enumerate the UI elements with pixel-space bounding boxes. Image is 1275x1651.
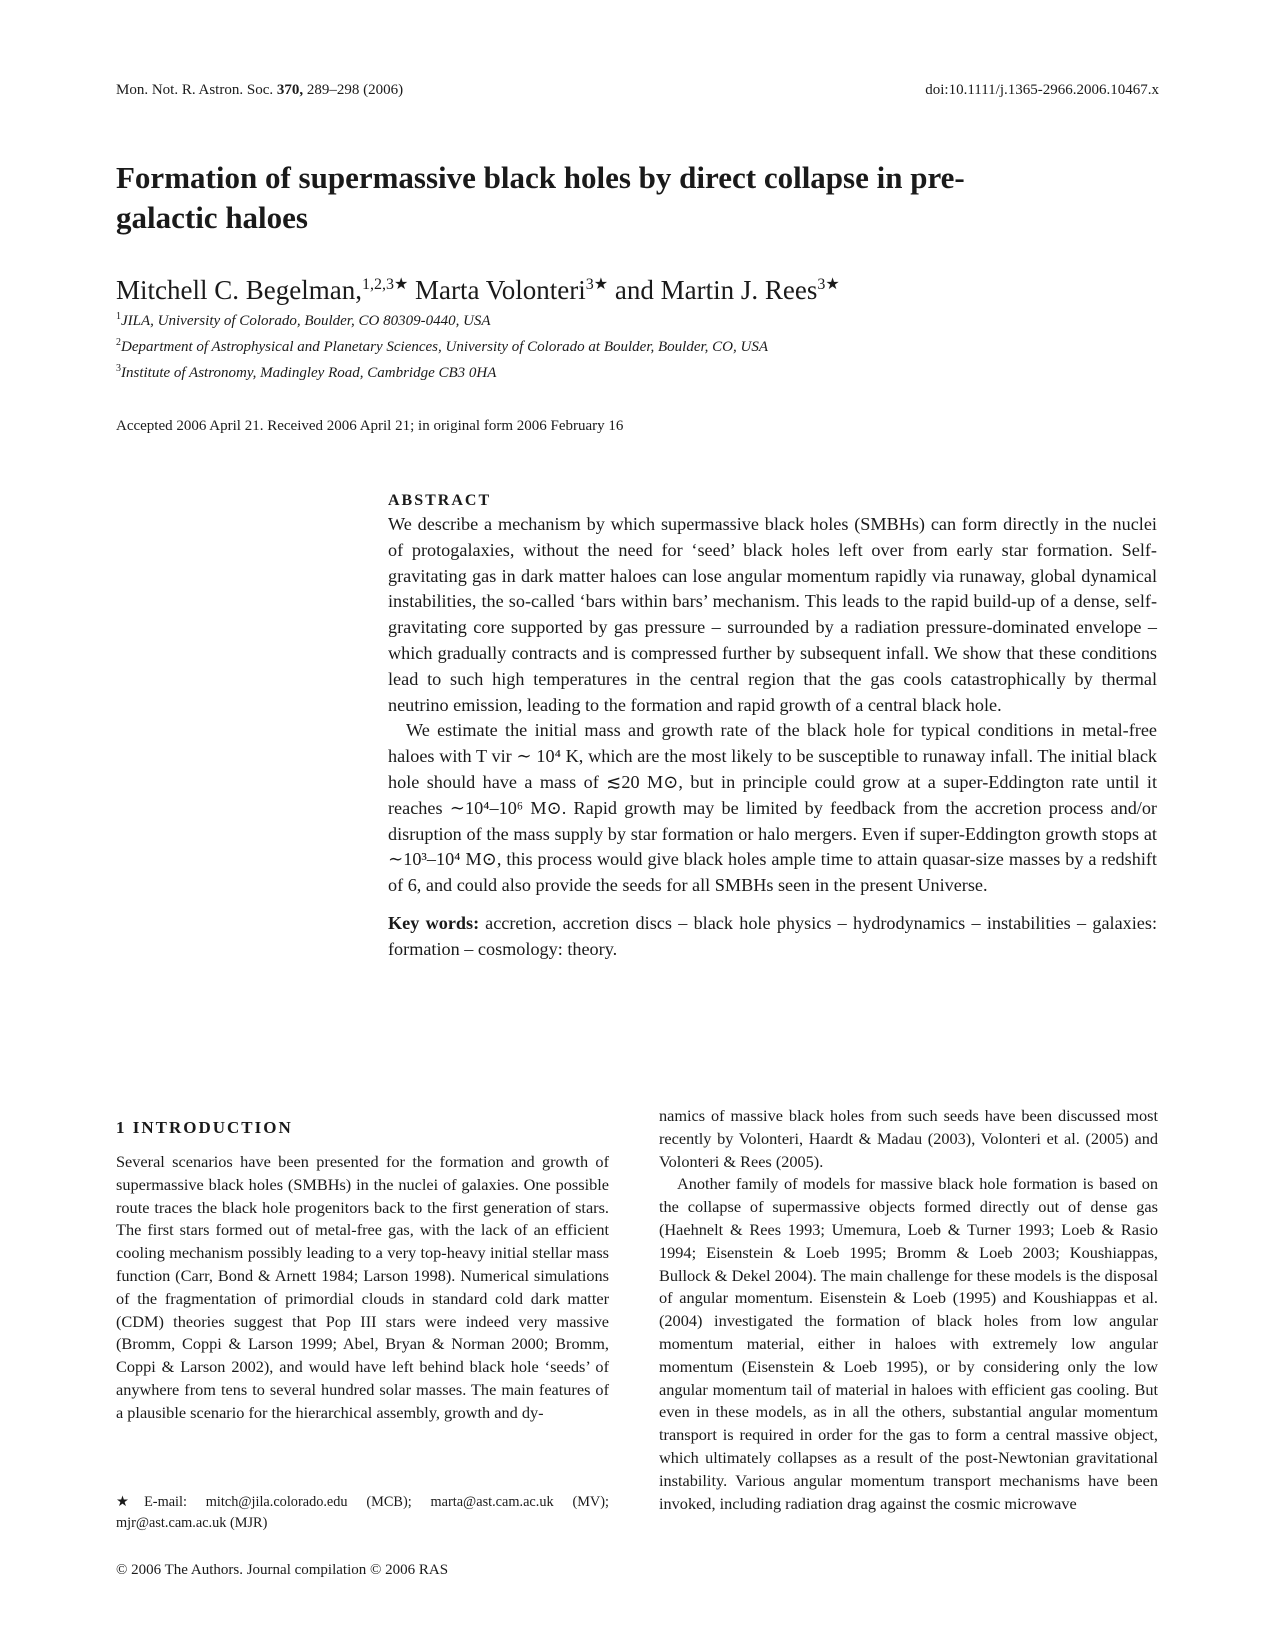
body-column-right: [659, 1105, 1158, 1515]
keywords: [388, 911, 1157, 963]
submission-dates: Accepted 2006 April 21. Received 2006 April 21; in original form 2006 February 16: [116, 418, 624, 434]
running-head: [116, 82, 1159, 99]
volume-number: 370,: [276, 82, 304, 98]
body-paragraph: namics of massive black holes from such seeds have been discussed most recently by Volonteri, Haardt & Madau (2003), Volonteri et al. (2005) and Volonteri & Rees (2005).: [659, 1106, 1158, 1171]
author-affiliation-marker: 3★: [817, 276, 840, 293]
affiliation-list: [116, 306, 768, 384]
author-affiliation-marker: 1,2,3★: [361, 276, 409, 293]
doi[interactable]: doi:10.1111/j.1365-2966.2006.10467.x: [925, 82, 1159, 98]
footnote-email: ★E-mail: mitch@jila.colorado.edu (MCB); marta@ast.cam.ac.uk (MV); mjr@ast.cam.ac.uk (MJR): [116, 1494, 609, 1531]
keywords-label: Key words:: [388, 912, 480, 933]
abstract: [388, 490, 1157, 963]
paper-title: Formation of supermassive black holes by direct collapse in pre-galactic haloes: [116, 160, 965, 235]
section-heading: 1 INTRODUCTION: [116, 1118, 293, 1137]
body-paragraph: Several scenarios have been presented for the formation and growth of supermassive black holes (SMBHs) in the nuclei of galaxies. One possible route traces the black hole progenitors back to the first generation of stars. The first stars formed out of metal-free gas, with the lack of an efficient cooling mechanism possibly leading to a very top-heavy initial stellar mass function (Carr, Bond & Arnett 1984; Larson 1998). Numerical simulations of the fragmentation of primordial clouds in standard cold dark matter (CDM) theories suggest that Pop III stars were indeed very massive (Bromm, Coppi & Larson 1999; Abel, Bryan & Norman 2000; Bromm, Coppi & Larson 2002), and would have left behind black hole ‘seeds’ of anywhere from tens to several hundred solar masses. The main features of a plausible scenario for the hierarchical assembly, growth and dy-: [116, 1152, 609, 1422]
author-affiliation-marker: 3★: [585, 276, 609, 293]
abstract-paragraph: We estimate the initial mass and growth rate of the black hole for typical conditions in metal-free haloes with T vir ∼ 10⁴ K, which are the most likely to be susceptible to runaway infall. The initial black hole should have a mass of ≲20 M⊙, but in principle could grow at a super-Eddington rate until it reaches ∼10⁴–10⁶ M⊙. Rapid growth may be limited by feedback from the accretion process and/or disruption of the mass supply by star formation or halo mergers. Even if super-Eddington growth stops at ∼10³–10⁴ M⊙, this process would give black holes ample time to attain quasar-size masses by a redshift of 6, and could also provide the seeds for all SMBHs seen in the present Universe.: [388, 720, 1157, 896]
copyright-notice: © 2006 The Authors. Journal compilation © 2006 RAS: [116, 1562, 449, 1578]
affiliation: $^1$JILA, University of Colorado, Boulder, CO 80309-0440, USA: [116, 311, 491, 329]
body-column-left: [116, 1116, 609, 1425]
author-list: [116, 268, 840, 307]
journal-citation: Mon. Not. R. Astron. Soc. 370, 289–298 (2006): [116, 82, 404, 98]
author-name: Mitchell C. Begelman,: [116, 275, 362, 305]
abstract-heading: ABSTRACT: [388, 492, 492, 509]
body-paragraph: Another family of models for massive black hole formation is based on the collapse of supermassive objects formed directly out of dense gas (Haehnelt & Rees 1993; Umemura, Loeb & Turner 1993; Loeb & Rasio 1994; Eisenstein & Loeb 1995; Bromm & Loeb 2003; Koushiappas, Bullock & Dekel 2004). The main challenge for these models is the disposal of angular momentum. Eisenstein & Loeb (1995) and Koushiappas et al. (2004) investigated the formation of black holes from low angular momentum material, either in haloes with extremely low angular momentum (Eisenstein & Loeb 1995), or by considering only the low angular momentum tail of material in haloes with efficient gas cooling. But even in these models, as in all the others, substantial angular momentum transport is required in order for the gas to form a central massive object, which ultimately collapses as a result of the post-Newtonian gravitational instability. Various angular momentum transport mechanisms have been invoked, including radiation drag against the cosmic microwave: [659, 1174, 1158, 1513]
author-name: Marta Volonteri: [408, 275, 586, 305]
affiliation: $^2$Department of Astrophysical and Planetary Sciences, University of Colorado at Boulder, Boulder, CO, USA: [116, 337, 769, 355]
keywords-text: accretion, accretion discs – black hole physics – hydrodynamics – instabilities – galaxies: formation – cosmology: theory.: [388, 912, 1157, 959]
affiliation: $^3$Institute of Astronomy, Madingley Road, Cambridge CB3 0HA: [116, 363, 497, 381]
author-name: and Martin J. Rees: [608, 275, 818, 305]
abstract-paragraph: We describe a mechanism by which supermassive black holes (SMBHs) can form directly in the nuclei of protogalaxies, without the need for ‘seed’ black holes left over from early star formation. Self-gravitating gas in dark matter haloes can lose angular momentum rapidly via runaway, global dynamical instabilities, the so-called ‘bars within bars’ mechanism. This leads to the rapid build-up of a dense, self-gravitating core supported by gas pressure – surrounded by a radiation pressure-dominated envelope – which gradually contracts and is compressed further by subsequent infall. We show that these conditions lead to such high temperatures in the central region that the gas cools catastrophically by thermal neutrino emission, leading to the formation and rapid growth of a central black hole.: [388, 514, 1157, 715]
